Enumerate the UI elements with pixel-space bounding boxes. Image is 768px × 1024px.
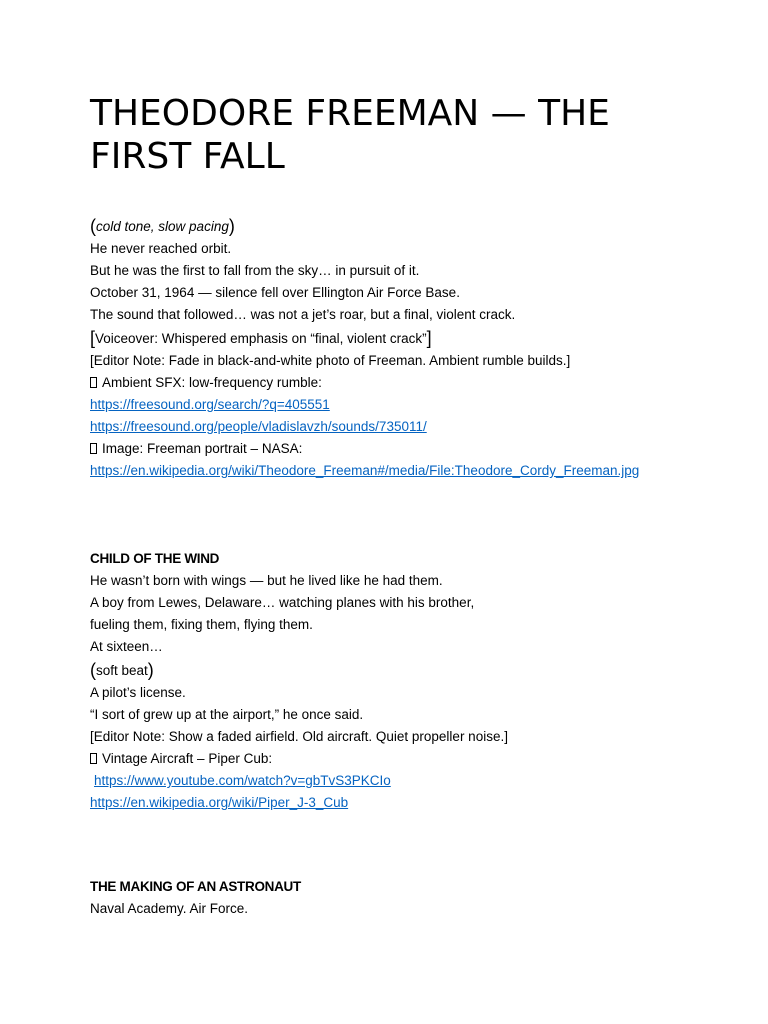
image-label: Image: Freeman portrait – NASA: bbox=[102, 441, 303, 456]
stage-direction: (soft beat) bbox=[90, 660, 154, 680]
aircraft-label: Vintage Aircraft – Piper Cub: bbox=[102, 751, 273, 766]
script-line: A boy from Lewes, Delaware… watching planes with his brother, bbox=[90, 595, 475, 610]
script-line: October 31, 1964 — silence fell over Ellington Air Force Base. bbox=[90, 285, 460, 300]
missing-glyph-icon bbox=[90, 377, 97, 388]
voiceover-text: Voiceover: Whispered emphasis on “final, violent crack” bbox=[95, 331, 427, 346]
missing-glyph-icon bbox=[90, 443, 97, 454]
script-line: He never reached orbit. bbox=[90, 241, 232, 256]
script-line: Naval Academy. Air Force. bbox=[90, 901, 249, 916]
sfx-label-line bbox=[90, 372, 740, 394]
section-making-of-astronaut bbox=[90, 876, 740, 920]
voiceover-note: [Voiceover: Whispered emphasis on “final, violent crack”] bbox=[90, 328, 432, 348]
section-intro bbox=[90, 214, 740, 482]
sfx-link-1[interactable]: https://freesound.org/search/?q=405551 bbox=[90, 397, 330, 412]
section-heading: THE MAKING OF AN ASTRONAUT bbox=[90, 879, 301, 894]
script-line: “I sort of grew up at the airport,” he once said. bbox=[90, 707, 364, 722]
script-line: The sound that followed… was not a jet’s roar, but a final, violent crack. bbox=[90, 307, 516, 322]
aircraft-label-line bbox=[90, 748, 740, 770]
image-link[interactable]: https://en.wikipedia.org/wiki/Theodore_Freeman#/media/File:Theodore_Cordy_Freeman.jpg bbox=[90, 463, 640, 478]
script-line: At sixteen… bbox=[90, 639, 163, 654]
editor-note: [Editor Note: Fade in black-and-white photo of Freeman. Ambient rumble builds.] bbox=[90, 353, 571, 368]
script-line: A pilot’s license. bbox=[90, 685, 186, 700]
editor-note: [Editor Note: Show a faded airfield. Old aircraft. Quiet propeller noise.] bbox=[90, 729, 508, 744]
section-heading: CHILD OF THE WIND bbox=[90, 551, 220, 566]
script-line: But he was the first to fall from the sky… in pursuit of it. bbox=[90, 263, 420, 278]
sfx-label: Ambient SFX: low-frequency rumble: bbox=[102, 375, 322, 390]
sfx-link-2[interactable]: https://freesound.org/people/vladislavzh/sounds/735011/ bbox=[90, 419, 427, 434]
script-line: fueling them, fixing them, flying them. bbox=[90, 617, 313, 632]
document-title: THEODORE FREEMAN — THE FIRST FALL bbox=[90, 93, 610, 177]
section-child-of-the-wind bbox=[90, 548, 740, 814]
aircraft-link-1[interactable]: https://www.youtube.com/watch?v=gbTvS3PKCIo bbox=[94, 773, 391, 788]
script-line: He wasn’t born with wings — but he lived like he had them. bbox=[90, 573, 443, 588]
stage-direction-text: soft beat bbox=[96, 663, 148, 678]
missing-glyph-icon bbox=[90, 753, 97, 764]
stage-direction: (cold tone, slow pacing) bbox=[90, 216, 235, 236]
image-label-line bbox=[90, 438, 740, 460]
aircraft-link-2[interactable]: https://en.wikipedia.org/wiki/Piper_J-3_Cub bbox=[90, 795, 349, 810]
stage-direction-text: cold tone, slow pacing bbox=[96, 219, 229, 234]
